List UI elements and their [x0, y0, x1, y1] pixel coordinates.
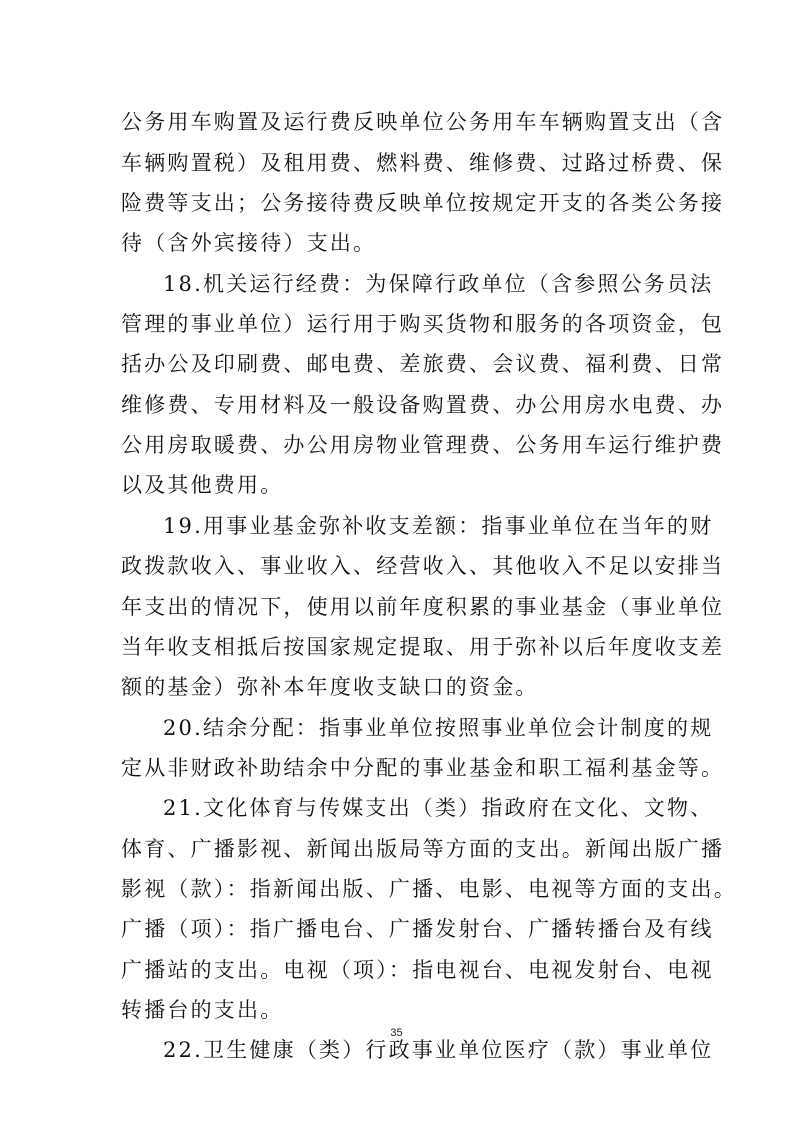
body-text-line: 年支出的情况下，使用以前年度积累的事业基金（事业单位	[121, 595, 725, 619]
body-text-line: 额的基金）弥补本年度收支缺口的资金。	[121, 675, 539, 699]
paragraph-20-start: 20.结余分配：指事业单位按照事业单位会计制度的规	[163, 716, 714, 740]
body-text-line: 广播站的支出。电视（项）：指电视台、电视发射台、电视	[121, 958, 714, 982]
body-text-line: 公用房取暖费、办公用房物业管理费、公务用车运行维护费	[121, 433, 725, 457]
body-text-line: 体育、广播影视、新闻出版局等方面的支出。新闻出版广播	[121, 837, 725, 861]
body-text-line: 险费等支出；公务接待费反映单位按规定开支的各类公务接	[121, 191, 725, 215]
paragraph-22-start: 22.卫生健康（类）行政事业单位医疗（款）事业单位	[163, 1038, 714, 1062]
paragraph-19-start: 19.用事业基金弥补收支差额：指事业单位在当年的财	[163, 514, 714, 538]
page-number: 35	[390, 1027, 403, 1039]
body-text-line: 定从非财政补助结余中分配的事业基金和职工福利基金等。	[121, 756, 725, 780]
body-text-line: 转播台的支出。	[121, 998, 284, 1022]
body-text-line: 政拨款收入、事业收入、经营收入、其他收入不足以安排当	[121, 554, 725, 578]
paragraph-18-start: 18.机关运行经费：为保障行政单位（含参照公务员法	[163, 272, 714, 296]
body-text-line: 影视（款）：指新闻出版、广播、电影、电视等方面的支出。	[121, 877, 737, 901]
body-text-line: 公务用车购置及运行费反映单位公务用车车辆购置支出（含	[121, 110, 725, 134]
body-text-line: 以及其他费用。	[121, 473, 284, 497]
body-text-line: 括办公及印刷费、邮电费、差旅费、会议费、福利费、日常	[121, 352, 725, 376]
body-text-line: 待（含外宾接待）支出。	[121, 231, 377, 255]
body-text-line: 维修费、专用材料及一般设备购置费、办公用房水电费、办	[121, 393, 725, 417]
body-text-line: 当年收支相抵后按国家规定提取、用于弥补以后年度收支差	[121, 635, 725, 659]
paragraph-21-start: 21.文化体育与传媒支出（类）指政府在文化、文物、	[163, 796, 714, 820]
body-text-line: 车辆购置税）及租用费、燃料费、维修费、过路过桥费、保	[121, 151, 725, 175]
body-text-line: 管理的事业单位）运行用于购买货物和服务的各项资金，包	[121, 312, 725, 336]
body-text-line: 广播（项）：指广播电台、广播发射台、广播转播台及有线	[121, 917, 714, 941]
